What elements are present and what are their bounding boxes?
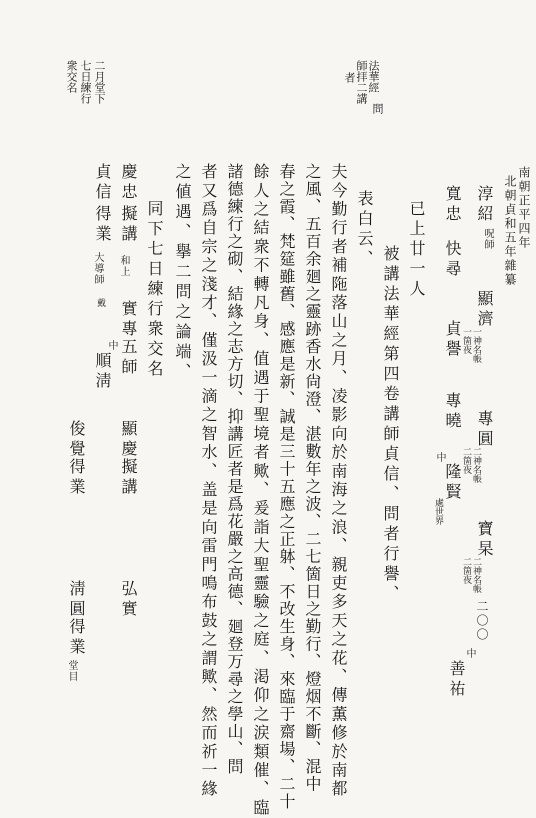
body-line-03: 表白云、 [355,190,374,270]
roster-d-4: 淸圓 [67,580,86,620]
body-line-01: 已上廿一人 [407,200,426,300]
roster-c-4: 弘實 [119,580,138,620]
roster-d-4-note: 堂目 [66,660,77,682]
roster-a-rank-3-note-a: 二神名帳 [471,447,481,483]
roster-d-4-title: 得業 [67,618,86,658]
margin-note-5: 七日練行 [79,60,92,104]
body-line-10: 之値遇、擧二問之論端、 [173,163,192,383]
roster-b-name-5: 隆賢 [443,463,462,503]
roster-d-1-note: 大導師 [92,252,103,285]
roster-d-1-title: 得業 [93,205,112,245]
roster-c-3-title: 擬講 [119,458,138,498]
roster-b-name-1: 寬忠 [443,185,462,225]
roster-a-rank-1-note: 呪師 [482,228,493,250]
era-note-1: 南朝正平四年 [517,166,531,250]
margin-note-3: 者 [343,72,356,83]
margin-note-2: 師拝二講 [355,60,368,104]
roster-a-rank-3: 專圓 [475,410,494,450]
era-note-2: 北朝貞和五年雜纂 [503,175,517,287]
body-line-08: 諸德練行之砌、結緣之志方切、抑講匠者是爲花嚴之高德、廻登万尋之學山、問 [225,163,244,776]
roster-a-rank-5: 善祐 [447,660,466,700]
roster-a-rank-1: 淳紹 [475,185,494,225]
roster-c-3: 顯慶 [119,420,138,460]
roster-b-name-2: 快尋 [443,240,462,280]
roster-a-rank-2-note-b: 一箇夜 [461,327,471,354]
roster-b-name-3: 貞譽 [443,320,462,360]
page-number: 二〇〇 [475,600,489,642]
roster-b-name-4: 專曉 [443,392,462,432]
body-line-09: 者又爲自宗之淺才、僅汲一滴之智水、盖是向雷門鳴布鼓之謂歟、然而祈一緣 [199,163,218,799]
body-line-05: 之風、五百余廻之靈跡香水尙澄、湛數年之波、二七箇日之勤行、燈烟不斷、混中 [303,163,322,793]
roster-c-2: 實專 [119,300,138,340]
roster-d-3: 俊覺 [67,420,86,460]
body-line-11: 同下七日練行衆交名 [145,200,164,380]
body-line-06: 春之霞、梵筵雖舊、感應是新、誠是三十五應之正躰、不改生身、來臨于齋場、二十 [277,163,296,811]
roster-c-1-note: 和上 [118,255,129,277]
roster-d-2-prefix: 中 [106,340,117,351]
roster-d-2: 順淸 [93,352,112,392]
roster-c-1: 慶忠 [119,163,138,203]
roster-a-rank-3-note-b: 二箇夜 [461,447,471,474]
margin-note-1: 法華經 [367,60,380,93]
roster-c-1-title: 擬講 [119,205,138,245]
roster-a-rank-4: 寶杲 [475,520,494,560]
roster-d-3-title: 得業 [67,458,86,498]
body-line-07: 餘人之結衆不轉凡身、值遇于聖境者歟、爰詣大聖靈驗之庭、渇仰之涙類催、臨 [251,163,270,818]
roster-a-rank-4-note-b: 二箇夜 [461,557,471,584]
roster-a-rank-5-prefix: 中 [464,648,475,659]
roster-a-rank-2-note-a: 一神名帳 [471,327,481,363]
body-line-04: 夫今勤行者補陁落山之月、凌影向於南海之浪、親吏多天之花、傳薫修於南都 [329,163,348,799]
roster-a-rank-4-note-a: 二神名帳 [471,557,481,593]
margin-note-3b: 問 [371,103,384,114]
roster-b-name-5-prefix: 中 [434,452,445,463]
margin-note-6: 衆交名 [65,60,78,93]
body-line-02: 被講法華經第四卷講師貞信、問者行譽、 [381,245,400,605]
margin-note-4: 二月堂下 [93,60,106,104]
roster-c-2-title: 五師 [119,338,138,378]
roster-d-1-note-2: 戴 [95,298,105,307]
roster-a-rank-2: 顯濟 [475,290,494,330]
roster-d-1: 貞信 [93,163,112,203]
roster-b-name-5-note: 處世界 [433,498,443,525]
